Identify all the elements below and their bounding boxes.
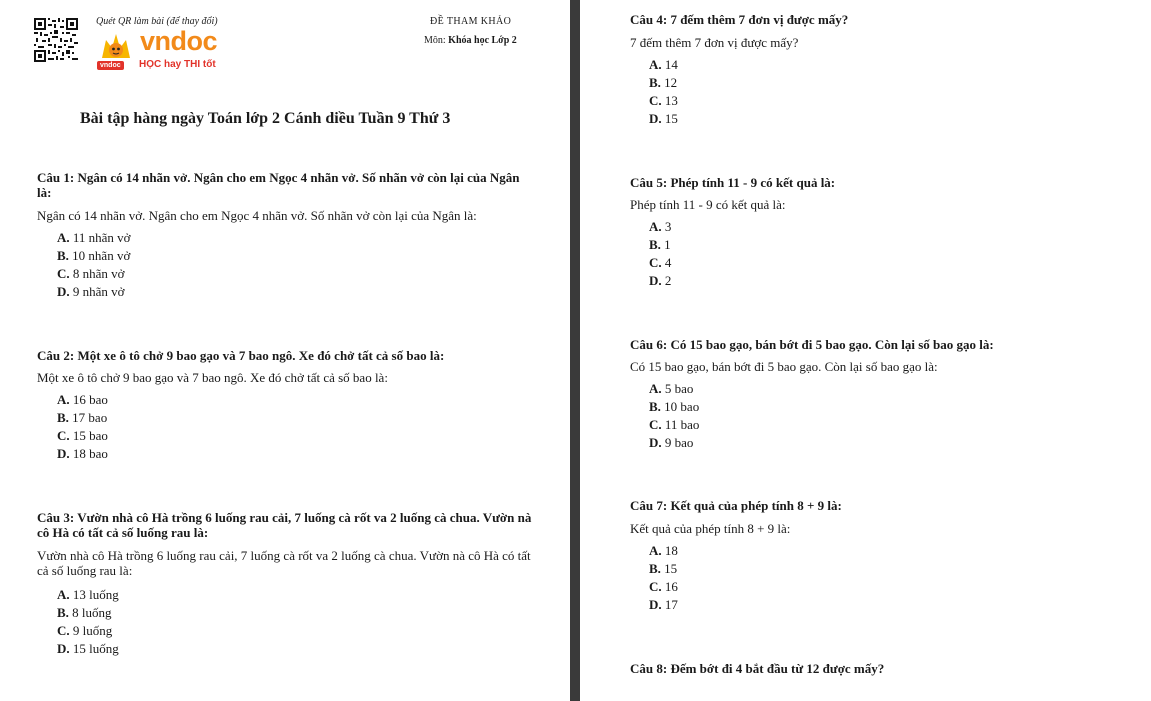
option-letter: B. (649, 561, 661, 576)
answer-option[interactable] (57, 283, 131, 301)
answer-option[interactable] (649, 560, 678, 578)
question-7-options (649, 542, 678, 614)
answer-option[interactable] (57, 586, 119, 604)
answer-option[interactable] (57, 445, 108, 463)
answer-option[interactable] (649, 74, 678, 92)
qr-scan-note: Quét QR làm bài (để thay đổi) (96, 16, 218, 27)
option-text: 1 (664, 237, 671, 252)
answer-option[interactable] (57, 604, 119, 622)
answer-option[interactable] (649, 92, 678, 110)
answer-option[interactable] (649, 218, 671, 236)
vndoc-logo-badge: vndoc (97, 61, 124, 70)
question-4-heading: Câu 4: 7 đếm thêm 7 đơn vị được mấy? (630, 12, 849, 27)
subject-label: Môn: (424, 35, 446, 46)
question-5-body: Phép tính 11 - 9 có kết quả là: (630, 197, 786, 212)
option-text: 13 (664, 93, 678, 108)
option-text: 8 luống (72, 605, 112, 620)
option-text: 9 luống (72, 623, 113, 638)
option-letter: B. (649, 237, 661, 252)
option-text: 17 bao (72, 410, 108, 425)
option-letter: B. (57, 605, 69, 620)
question-3-options (57, 586, 119, 658)
option-text: 11 nhãn vở (72, 230, 131, 245)
answer-option[interactable] (649, 236, 671, 254)
option-text: 2 (664, 273, 672, 288)
option-text: 11 bao (664, 417, 700, 432)
option-letter: A. (649, 219, 662, 234)
option-text: 3 (664, 219, 672, 234)
option-text: 13 luống (72, 587, 119, 602)
option-letter: B. (649, 75, 661, 90)
answer-option[interactable] (57, 247, 131, 265)
question-7-heading: Câu 7: Kết quả của phép tính 8 + 9 là: (630, 498, 842, 513)
answer-option[interactable] (649, 596, 678, 614)
answer-option[interactable] (649, 380, 699, 398)
document-page-left (0, 0, 570, 701)
question-2-heading: Câu 2: Một xe ô tô chở 9 bao gạo và 7 bao ngô. Xe đó chở tất cả số bao là: (37, 348, 445, 363)
question-2-options (57, 391, 108, 463)
answer-option[interactable] (57, 391, 108, 409)
answer-option[interactable] (649, 254, 671, 272)
question-1-heading: Câu 1: Ngân có 14 nhãn vở. Ngân cho em Ngọc 4 nhãn vở. Số nhãn vở còn lại của Ngân là: (37, 170, 520, 200)
option-letter: C. (649, 93, 662, 108)
question-6-body: Có 15 bao gạo, bán bớt đi 5 bao gạo. Còn lại số bao gạo là: (630, 359, 938, 374)
answer-option[interactable] (649, 272, 671, 290)
question-7-body: Kết quả của phép tính 8 + 9 là: (630, 521, 791, 536)
option-letter: D. (57, 446, 70, 461)
subject-value: Khóa học Lớp 2 (448, 35, 517, 46)
document-page-right (580, 0, 1151, 701)
option-text: 18 (664, 543, 678, 558)
option-text: 12 (664, 75, 678, 90)
question-6-options (649, 380, 699, 452)
option-letter: C. (57, 428, 70, 443)
subject-line (424, 35, 517, 46)
page-gutter (570, 0, 580, 701)
option-text: 4 (664, 255, 672, 270)
option-text: 9 nhãn vở (72, 284, 125, 299)
option-letter: A. (649, 381, 662, 396)
option-letter: A. (649, 57, 662, 72)
question-1-options (57, 229, 131, 301)
answer-option[interactable] (649, 416, 699, 434)
option-letter: C. (649, 579, 662, 594)
option-letter: D. (649, 597, 662, 612)
vndoc-logo-text: vndoc (140, 26, 218, 56)
option-letter: A. (57, 392, 70, 407)
option-text: 8 nhãn vở (72, 266, 125, 281)
option-letter: B. (649, 399, 661, 414)
question-5-heading: Câu 5: Phép tính 11 - 9 có kết quả là: (630, 175, 836, 190)
option-letter: D. (649, 273, 662, 288)
option-letter: B. (57, 248, 69, 263)
answer-option[interactable] (649, 542, 678, 560)
option-text: 16 bao (72, 392, 108, 407)
option-letter: C. (57, 623, 70, 638)
option-letter: C. (57, 266, 70, 281)
answer-option[interactable] (57, 265, 131, 283)
question-3-body: Vườn nhà cô Hà trồng 6 luống rau cải, 7 luống cà rốt va 2 luống cà chua. Vườn nà cô Hà có tất cả số luống rau là: (37, 548, 531, 578)
question-4-options (649, 56, 678, 128)
question-5-options (649, 218, 671, 290)
answer-option[interactable] (649, 434, 699, 452)
option-letter: D. (57, 641, 70, 656)
option-letter: D. (649, 111, 662, 126)
option-text: 15 luống (72, 641, 119, 656)
option-text: 15 bao (72, 428, 108, 443)
answer-option[interactable] (57, 427, 108, 445)
answer-option[interactable] (57, 640, 119, 658)
answer-option[interactable] (649, 578, 678, 596)
option-text: 10 nhãn vở (72, 248, 131, 263)
question-6-heading: Câu 6: Có 15 bao gạo, bán bớt đi 5 bao gạo. Còn lại số bao gạo là: (630, 337, 994, 352)
answer-option[interactable] (649, 398, 699, 416)
option-text: 14 (664, 57, 678, 72)
option-text: 9 bao (664, 435, 694, 450)
answer-option[interactable] (57, 409, 108, 427)
option-letter: D. (57, 284, 70, 299)
option-letter: C. (649, 255, 662, 270)
option-letter: C. (649, 417, 662, 432)
answer-option[interactable] (649, 110, 678, 128)
qr-code[interactable] (34, 18, 78, 62)
doc-type-label: ĐỀ THAM KHẢO (430, 16, 512, 27)
question-2-body: Một xe ô tô chở 9 bao gạo và 7 bao ngô. Xe đó chở tất cả số bao là: (37, 370, 388, 385)
vndoc-mascot-icon (96, 30, 136, 62)
question-8-heading: Câu 8: Đếm bớt đi 4 bắt đầu từ 12 được mấy? (630, 661, 885, 676)
question-1-body: Ngân có 14 nhãn vở. Ngân cho em Ngọc 4 nhãn vở. Số nhãn vở còn lại của Ngân là: (37, 208, 477, 223)
option-letter: B. (57, 410, 69, 425)
option-letter: A. (649, 543, 662, 558)
option-text: 15 (664, 561, 678, 576)
question-4-body: 7 đếm thêm 7 đơn vị được mấy? (630, 35, 799, 50)
answer-option[interactable] (649, 56, 678, 74)
option-text: 15 (664, 111, 678, 126)
answer-option[interactable] (57, 229, 131, 247)
option-text: 5 bao (664, 381, 694, 396)
answer-option[interactable] (57, 622, 119, 640)
option-text: 18 bao (72, 446, 108, 461)
option-text: 10 bao (664, 399, 700, 414)
option-letter: A. (57, 230, 70, 245)
option-letter: D. (649, 435, 662, 450)
option-text: 16 (664, 579, 678, 594)
page-title: Bài tập hàng ngày Toán lớp 2 Cánh diều Tuần 9 Thứ 3 (80, 110, 451, 127)
vndoc-slogan: HỌC hay THI tốt (139, 59, 216, 70)
question-3-heading: Câu 3: Vườn nhà cô Hà trồng 6 luống rau cải, 7 luống cà rốt va 2 luống cà chua. Vườn nà cô Hà có tất cả số luống rau là: (37, 510, 532, 540)
option-text: 17 (664, 597, 678, 612)
option-letter: A. (57, 587, 70, 602)
